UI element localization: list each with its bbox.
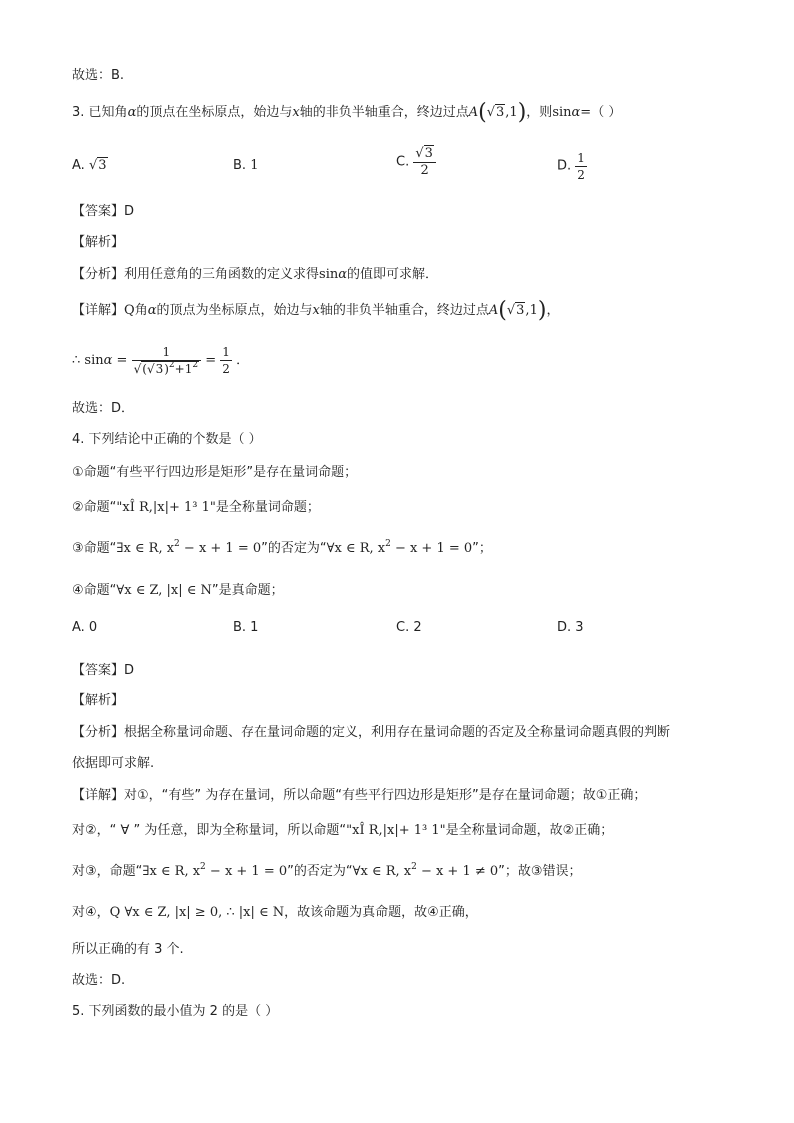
q3-xiangjie: 【详解】Q角α的顶点为坐标原点，始边与x轴的非负半轴重合，终边过点A(√3,1)，: [72, 298, 560, 323]
q2-conclusion: 故选：B.: [72, 68, 125, 83]
q3-analysis-label: 【解析】: [72, 235, 125, 250]
q4-xiangjie-4: 对④，Q ∀x ∈ Z, |x| ≥ 0, ∴ |x| ∈ N，故该命题为真命题，故④正确，: [72, 905, 478, 920]
q5-stem: 5. 下列函数的最小值为 2 的是（ ）: [72, 1004, 279, 1019]
q4-item-3: ③命题“∃x ∈ R, $x^2 - x + 1 = 0$”的否定为“∀x ∈ R, $x^2 - x + 1 = 0$”；: [72, 539, 492, 556]
q3-stem-text-d: ，则: [526, 105, 553, 120]
q3-stem-text-c: 轴的非负半轴重合，终边过点: [299, 105, 469, 120]
q3-option-c: C. $\frac{√3}{2}$: [396, 146, 436, 179]
q3-stem-text-b: 的顶点在坐标原点，始边与: [136, 105, 293, 120]
q4-option-a: A. 0: [72, 620, 98, 635]
q3-conclusion: 故选：D．: [72, 401, 135, 416]
q3-fenxi: 【分析】利用任意角的三角函数的定义求得sinα的值即可求解．: [72, 267, 439, 282]
q4-item-1: ①命题“有些平行四边形是矩形”是存在量词命题；: [72, 465, 358, 480]
q3-alpha: α: [127, 105, 137, 120]
q4-stem: 4. 下列结论中正确的个数是（ ）: [72, 432, 262, 447]
q4-fenxi-line-1: 【分析】根据全称量词命题、存在量词命题的定义，利用存在量词命题的否定及全称量词命题真假的判断: [72, 725, 671, 740]
q3-point-sqrt: √3: [486, 105, 505, 120]
q3-x-symbol: x: [292, 105, 300, 120]
q4-option-b: B. 1: [233, 620, 259, 635]
q4-conclusion: 故选：D.: [72, 973, 126, 988]
q4-xiangjie-3: 对③，命题“∃x ∈ R, $x^2 - x + 1 = 0$”的否定为“∀x ∈ R, $x^2 - x + 1 \ne 0$”；故③错误；: [72, 862, 582, 879]
q3-number: 3.: [72, 105, 85, 120]
q4-fenxi-line-2: 依据即可求解.: [72, 756, 155, 771]
q3-option-a: A. √3: [72, 158, 107, 173]
q3-answer: 【答案】D: [72, 204, 135, 219]
q3-stem-paren: （ ）: [591, 105, 622, 120]
q4-option-d: D. 3: [557, 620, 584, 635]
q4-item-4: ④命题“∀x ∈ Z, |x| ∈ N”是真命题；: [72, 583, 284, 598]
q4-answer: 【答案】D: [72, 663, 135, 678]
q3-sin: sin: [552, 105, 572, 120]
q3-point-label: A: [468, 105, 479, 120]
q4-option-c: C. 2: [396, 620, 422, 635]
q4-summary: 所以正确的有 3 个.: [72, 942, 184, 957]
q4-xiangjie-2: 对②，“ ∀ ” 为任意，即为全称量词，所以命题“"xÎ R,|x|+ 1³ 1"是全称量词命题，故②正确；: [72, 823, 614, 838]
q3-formula: ∴ sinα = $\frac{1}{√(√3)^2+1^2}$ = $\frac{1}{2}$ ．: [72, 345, 250, 376]
q3-point-y: 1: [509, 105, 518, 120]
q3-option-d: D. $\frac{1}{2}$: [557, 151, 585, 182]
q4-analysis-label: 【解析】: [72, 693, 125, 708]
q3-option-b: B. 1: [233, 158, 259, 173]
q3-stem-text-a: 已知角: [88, 105, 128, 120]
q3-stem: 3. 已知角α的顶点在坐标原点，始边与x轴的非负半轴重合，终边过点A(√3,1)，则sinα=（ ）: [72, 100, 622, 125]
q4-item-2: ②命题“"xÎ R,|x|+ 1³ 1"是全称量词命题；: [72, 500, 320, 515]
q4-xiangjie-1: 【详解】对①，“有些” 为存在量词，所以命题“有些平行四边形是矩形”是存在量词命题；故①正确；: [72, 788, 647, 803]
